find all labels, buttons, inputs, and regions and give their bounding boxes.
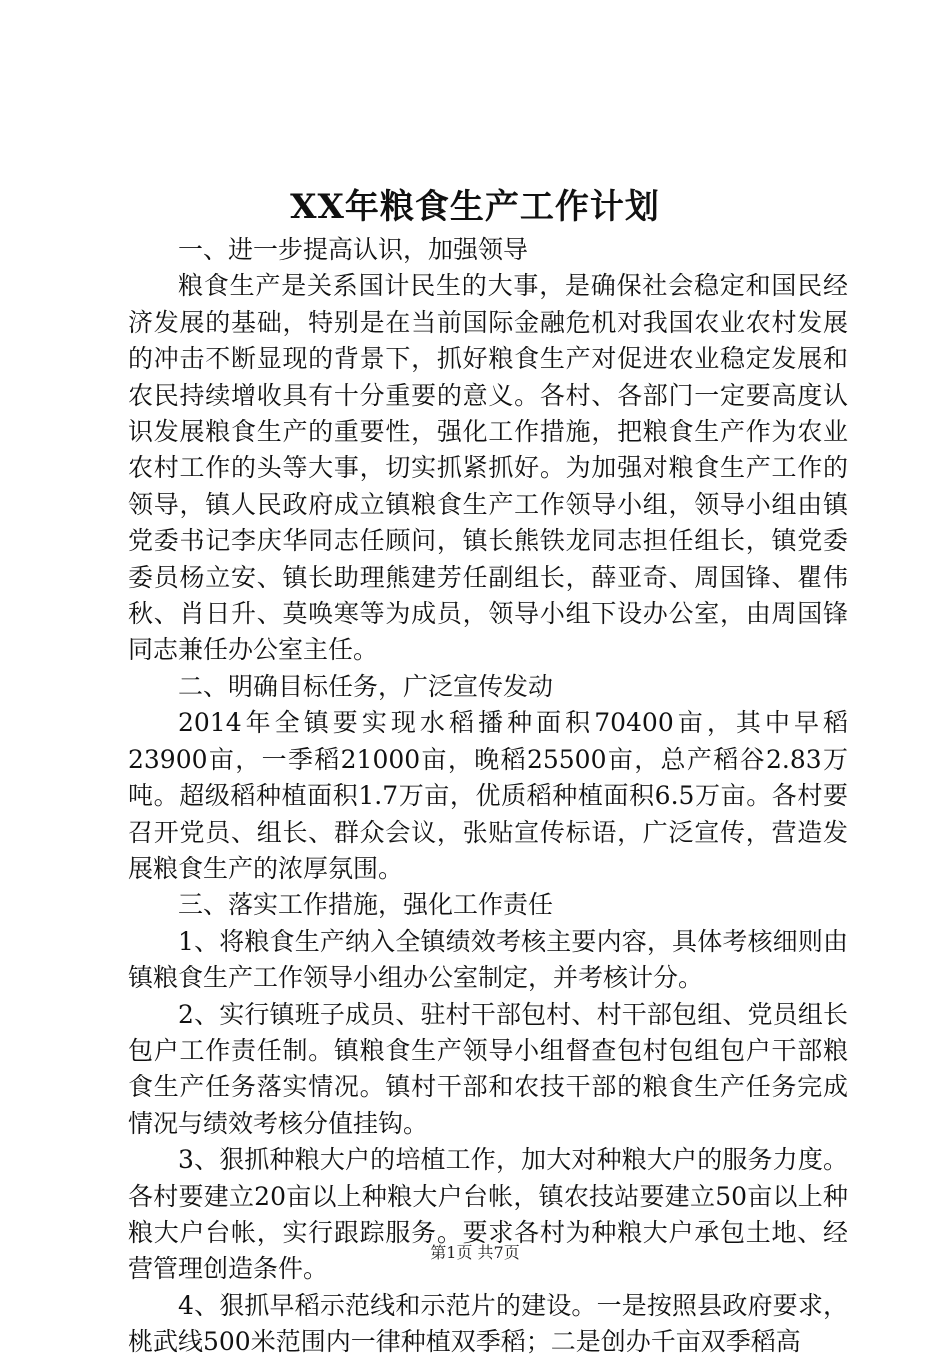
section-heading-1: 一、进一步提高认识，加强领导	[178, 235, 529, 264]
paragraph-measure-3: 3、狠抓种粮大户的培植工作，加大对种粮大户的服务力度。各村要建立20亩以上种粮大户台帐，镇农技站要建立50亩以上种粮大户台帐，实行跟踪服务。要求各村为种粮大户承包土地、经营管理创造条件。	[128, 1145, 848, 1284]
paragraph-measure-1: 1、将粮食生产纳入全镇绩效考核主要内容，具体考核细则由镇粮食生产工作领导小组办公室制定，并考核计分。	[128, 926, 848, 993]
paragraph-measure-2: 2、实行镇班子成员、驻村干部包村、村干部包组、党员组长包户工作责任制。镇粮食生产领导小组督查包村包组包户干部粮食生产任务落实情况。镇村干部和农技干部的粮食生产任务完成情况与绩效考核分值挂钩。	[128, 999, 848, 1138]
paragraph-measure-4: 4、狠抓早稻示范线和示范片的建设。一是按照县政府要求，桃武线500米范围内一律种植双季稻；二是创办千亩双季稻高	[128, 1290, 848, 1357]
document-title: XX年粮食生产工作计划	[290, 187, 660, 227]
page-number-footer: 第1页 共7页	[430, 1243, 520, 1262]
paragraph-targets: 2014年全镇要实现水稻播种面积70400亩，其中早稻23900亩，一季稻21000亩，晚稻25500亩，总产稻谷2.83万吨。超级稻种植面积1.7万亩，优质稻种植面积6.5万亩。各村要召开党员、组长、群众会议，张贴宣传标语，广泛宣传，营造发展粮食生产的浓厚氛围。	[128, 708, 848, 883]
document-body	[128, 232, 848, 1361]
paragraph-leadership: 粮食生产是关系国计民生的大事，是确保社会稳定和国民经济发展的基础，特别是在当前国际金融危机对我国农业农村发展的冲击不断显现的背景下，抓好粮食生产对促进农业稳定发展和农民持续增收具有十分重要的意义。各村、各部门一定要高度认识发展粮食生产的重要性，强化工作措施，把粮食生产作为农业农村工作的头等大事，切实抓紧抓好。为加强对粮食生产工作的领导，镇人民政府成立镇粮食生产工作领导小组，领导小组由镇党委书记李庆华同志任顾问，镇长熊铁龙同志担任组长，镇党委委员杨立安、镇长助理熊建芳任副组长，薛亚奇、周国锋、瞿伟秋、肖日升、莫唤寒等为成员，领导小组下设办公室，由周国锋同志兼任办公室主任。	[128, 271, 848, 665]
section-heading-3: 三、落实工作措施，强化工作责任	[178, 890, 554, 920]
section-heading-2: 二、明确目标任务，广泛宣传发动	[178, 671, 554, 701]
